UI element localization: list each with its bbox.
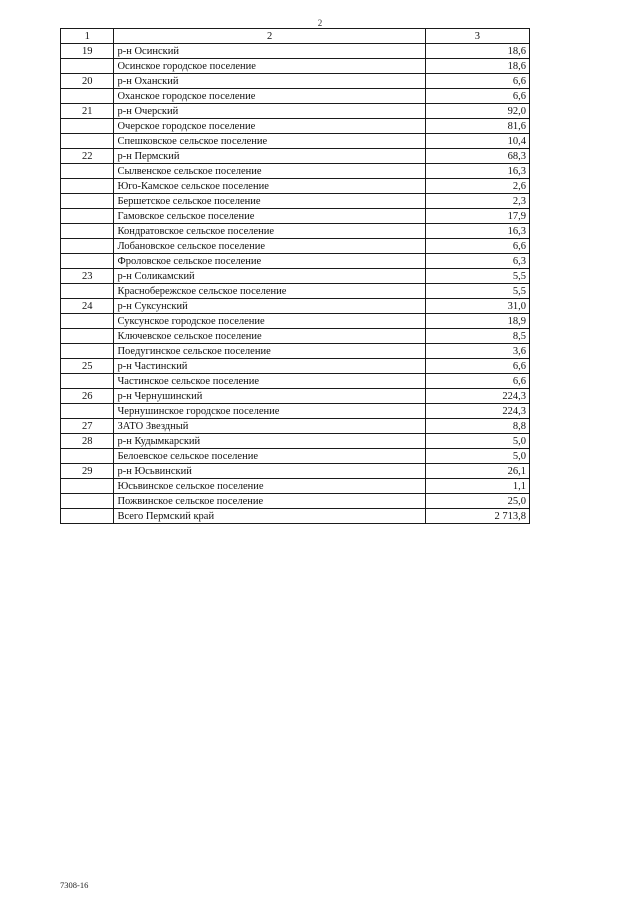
table-row (61, 239, 530, 254)
municipality-name-cell: Поедугинское сельское поселение (114, 344, 425, 359)
municipality-name-cell: р-н Суксунский (114, 299, 425, 314)
municipality-name-cell: р-н Кудымкарский (114, 434, 425, 449)
table-row (61, 74, 530, 89)
row-number-cell (61, 224, 114, 239)
municipality-name-cell: р-н Юсьвинский (114, 464, 425, 479)
table-row (61, 464, 530, 479)
table-row (61, 404, 530, 419)
amount-cell: 18,9 (425, 314, 529, 329)
amount-cell: 2 713,8 (425, 509, 529, 524)
amount-cell: 6,3 (425, 254, 529, 269)
table-row (61, 59, 530, 74)
municipality-name-cell: р-н Осинский (114, 44, 425, 59)
table-row (61, 179, 530, 194)
amount-cell: 31,0 (425, 299, 529, 314)
municipality-name-cell: Фроловское сельское поселение (114, 254, 425, 269)
municipality-name-cell: Бершетское сельское поселение (114, 194, 425, 209)
column-header-3: 3 (425, 29, 529, 44)
amount-cell: 5,5 (425, 269, 529, 284)
column-header-1: 1 (61, 29, 114, 44)
municipality-name-cell: Чернушинское городское поселение (114, 404, 425, 419)
row-number-cell: 21 (61, 104, 114, 119)
allocation-table (60, 28, 530, 524)
municipality-name-cell: Юго-Камское сельское поселение (114, 179, 425, 194)
table-row (61, 299, 530, 314)
row-number-cell (61, 344, 114, 359)
municipality-name-cell: Краснобережское сельское поселение (114, 284, 425, 299)
table-row (61, 104, 530, 119)
row-number-cell: 27 (61, 419, 114, 434)
municipality-name-cell: Кондратовское сельское поселение (114, 224, 425, 239)
row-number-cell (61, 479, 114, 494)
table-row (61, 194, 530, 209)
table-row (61, 389, 530, 404)
municipality-name-cell: Пожвинское сельское поселение (114, 494, 425, 509)
amount-cell: 17,9 (425, 209, 529, 224)
table-row (61, 359, 530, 374)
row-number-cell (61, 329, 114, 344)
municipality-name-cell: р-н Частинский (114, 359, 425, 374)
table-row (61, 89, 530, 104)
municipality-name-cell: Юсьвинское сельское поселение (114, 479, 425, 494)
amount-cell: 6,6 (425, 89, 529, 104)
table-row (61, 44, 530, 59)
row-number-cell: 23 (61, 269, 114, 284)
row-number-cell (61, 164, 114, 179)
row-number-cell (61, 314, 114, 329)
municipality-name-cell: р-н Соликамский (114, 269, 425, 284)
amount-cell: 1,1 (425, 479, 529, 494)
municipality-name-cell: р-н Очерский (114, 104, 425, 119)
municipality-name-cell: Белоевское сельское поселение (114, 449, 425, 464)
municipality-name-cell: ЗАТО Звездный (114, 419, 425, 434)
amount-cell: 2,6 (425, 179, 529, 194)
column-header-2: 2 (114, 29, 425, 44)
row-number-cell: 26 (61, 389, 114, 404)
row-number-cell: 29 (61, 464, 114, 479)
table-row (61, 164, 530, 179)
row-number-cell (61, 449, 114, 464)
row-number-cell (61, 374, 114, 389)
amount-cell: 6,6 (425, 374, 529, 389)
amount-cell: 8,8 (425, 419, 529, 434)
table-row (61, 419, 530, 434)
municipality-name-cell: р-н Оханский (114, 74, 425, 89)
amount-cell: 5,0 (425, 434, 529, 449)
amount-cell: 6,6 (425, 74, 529, 89)
amount-cell: 18,6 (425, 59, 529, 74)
row-number-cell (61, 59, 114, 74)
municipality-name-cell: Сылвенское сельское поселение (114, 164, 425, 179)
table-row (61, 254, 530, 269)
row-number-cell (61, 509, 114, 524)
municipality-name-cell: Суксунское городское поселение (114, 314, 425, 329)
amount-cell: 5,5 (425, 284, 529, 299)
municipality-name-cell: Гамовское сельское поселение (114, 209, 425, 224)
municipality-name-cell: Спешковское сельское поселение (114, 134, 425, 149)
page-number: 2 (317, 18, 323, 28)
municipality-name-cell: Лобановское сельское поселение (114, 239, 425, 254)
municipality-name-cell: Осинское городское поселение (114, 59, 425, 74)
row-number-cell (61, 284, 114, 299)
table-row (61, 119, 530, 134)
row-number-cell (61, 209, 114, 224)
amount-cell: 224,3 (425, 404, 529, 419)
amount-cell: 3,6 (425, 344, 529, 359)
table-row (61, 134, 530, 149)
amount-cell: 16,3 (425, 164, 529, 179)
table-row (61, 374, 530, 389)
table-row (61, 269, 530, 284)
amount-cell: 18,6 (425, 44, 529, 59)
table-row (61, 479, 530, 494)
table-row (61, 329, 530, 344)
table-row (61, 224, 530, 239)
amount-cell: 16,3 (425, 224, 529, 239)
amount-cell: 5,0 (425, 449, 529, 464)
row-number-cell (61, 134, 114, 149)
row-number-cell: 22 (61, 149, 114, 164)
amount-cell: 81,6 (425, 119, 529, 134)
row-number-cell (61, 89, 114, 104)
municipality-name-cell: Частинское сельское поселение (114, 374, 425, 389)
amount-cell: 68,3 (425, 149, 529, 164)
row-number-cell (61, 239, 114, 254)
row-number-cell (61, 404, 114, 419)
table-row (61, 314, 530, 329)
row-number-cell (61, 254, 114, 269)
municipality-name-cell: Оханское городское поселение (114, 89, 425, 104)
amount-cell: 224,3 (425, 389, 529, 404)
municipality-name-cell: Ключевское сельское поселение (114, 329, 425, 344)
row-number-cell: 28 (61, 434, 114, 449)
row-number-cell: 20 (61, 74, 114, 89)
municipality-name-cell: Всего Пермский край (114, 509, 425, 524)
row-number-cell (61, 194, 114, 209)
amount-cell: 6,6 (425, 359, 529, 374)
municipality-name-cell: Очерское городское поселение (114, 119, 425, 134)
municipality-name-cell: р-н Чернушинский (114, 389, 425, 404)
row-number-cell (61, 179, 114, 194)
row-number-cell (61, 119, 114, 134)
row-number-cell: 19 (61, 44, 114, 59)
table-row (61, 149, 530, 164)
amount-cell: 25,0 (425, 494, 529, 509)
amount-cell: 6,6 (425, 239, 529, 254)
municipality-name-cell: р-н Пермский (114, 149, 425, 164)
document-code: 7308-16 (60, 880, 89, 890)
table-row (61, 509, 530, 524)
amount-cell: 26,1 (425, 464, 529, 479)
table-row (61, 344, 530, 359)
amount-cell: 10,4 (425, 134, 529, 149)
row-number-cell (61, 494, 114, 509)
table-row (61, 284, 530, 299)
table-row (61, 494, 530, 509)
table-row (61, 449, 530, 464)
table-row (61, 434, 530, 449)
row-number-cell: 24 (61, 299, 114, 314)
row-number-cell: 25 (61, 359, 114, 374)
amount-cell: 92,0 (425, 104, 529, 119)
amount-cell: 2,3 (425, 194, 529, 209)
table-header-row (61, 29, 530, 44)
amount-cell: 8,5 (425, 329, 529, 344)
table-row (61, 209, 530, 224)
